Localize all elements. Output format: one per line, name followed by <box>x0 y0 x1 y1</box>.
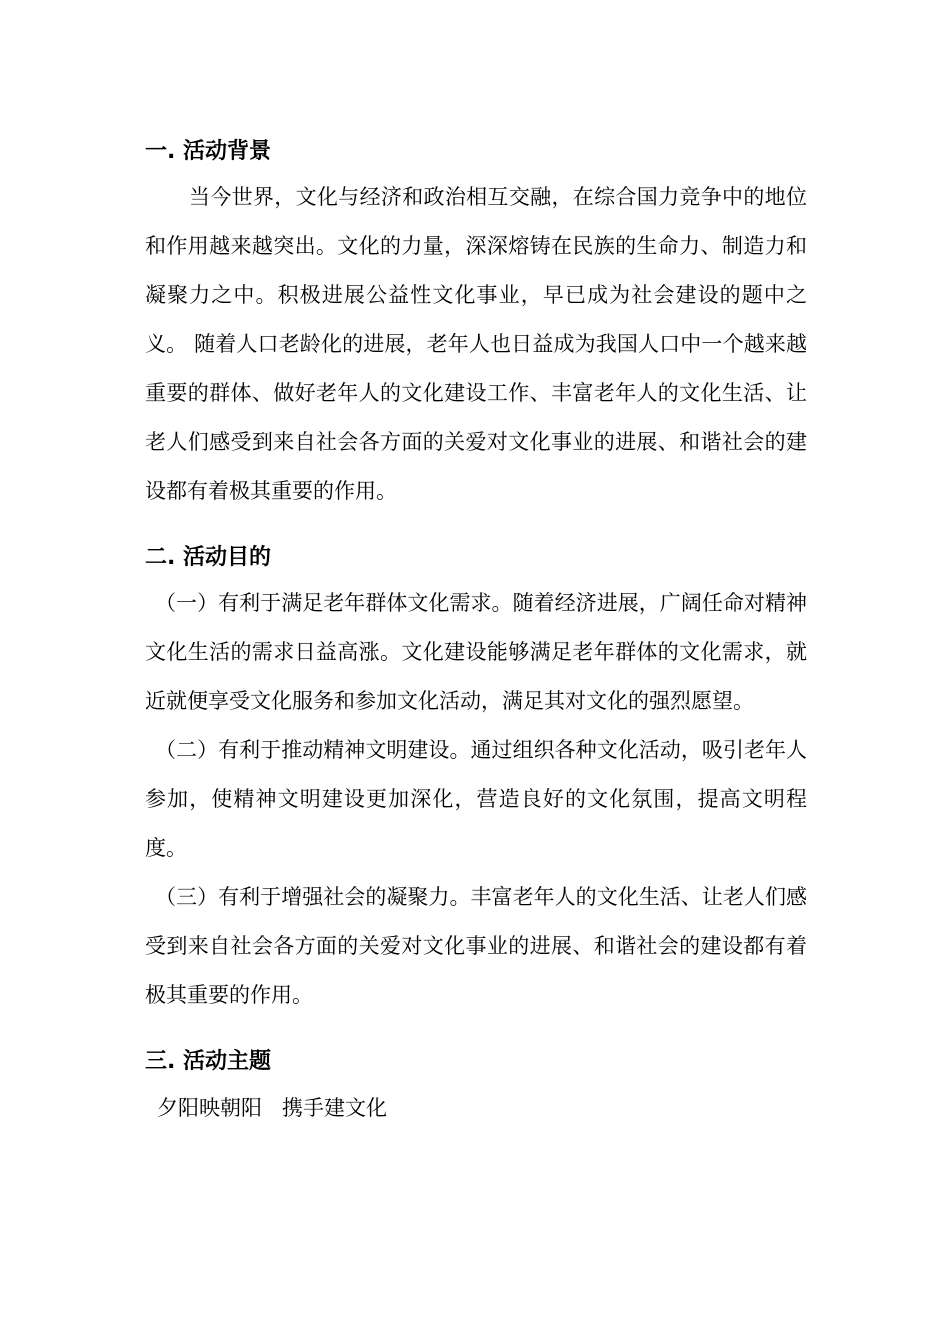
purpose-item-1: （一）有利于满足老年群体文化需求。随着经济进展，广阔任命对精神文化生活的需求日益高涨。文化建设能够满足老年群体的文化需求，就近就便享受文化服务和参加文化活动，满足其对文化的强烈愿望。 <box>145 591 807 713</box>
theme-text: 夕阳映朝阳 携手建文化 <box>157 1096 388 1120</box>
section-heading-purpose: 二. 活动目的 <box>145 545 272 570</box>
document-body <box>145 134 807 1126</box>
section-heading-theme: 三. 活动主题 <box>145 1049 272 1074</box>
background-paragraph: 当今世界，文化与经济和政治相互交融，在综合国力竞争中的地位和作用越来越突出。文化的力量，深深熔铸在民族的生命力、制造力和凝聚力之中。积极进展公益性文化事业，早已成为社会建设的题中之义。 随着人口老龄化的进展，老年人也日益成为我国人口中一个越来越重要的群体、做好老年人的文化建设工作、丰富老年人的文化生活、让老人们感受到来自社会各方面的关爱对文化事业的进展、和谐社会的建设都有着极其重要的作用。 <box>145 185 807 503</box>
section-heading-background: 一. 活动背景 <box>145 139 272 164</box>
purpose-item-3: （三）有利于增强社会的凝聚力。丰富老年人的文化生活、让老人们感受到来自社会各方面的关爱对文化事业的进展、和谐社会的建设都有着极其重要的作用。 <box>145 885 807 1007</box>
purpose-item-2: （二）有利于推动精神文明建设。通过组织各种文化活动，吸引老年人参加，使精神文明建设更加深化，营造良好的文化氛围，提高文明程度。 <box>145 738 807 860</box>
